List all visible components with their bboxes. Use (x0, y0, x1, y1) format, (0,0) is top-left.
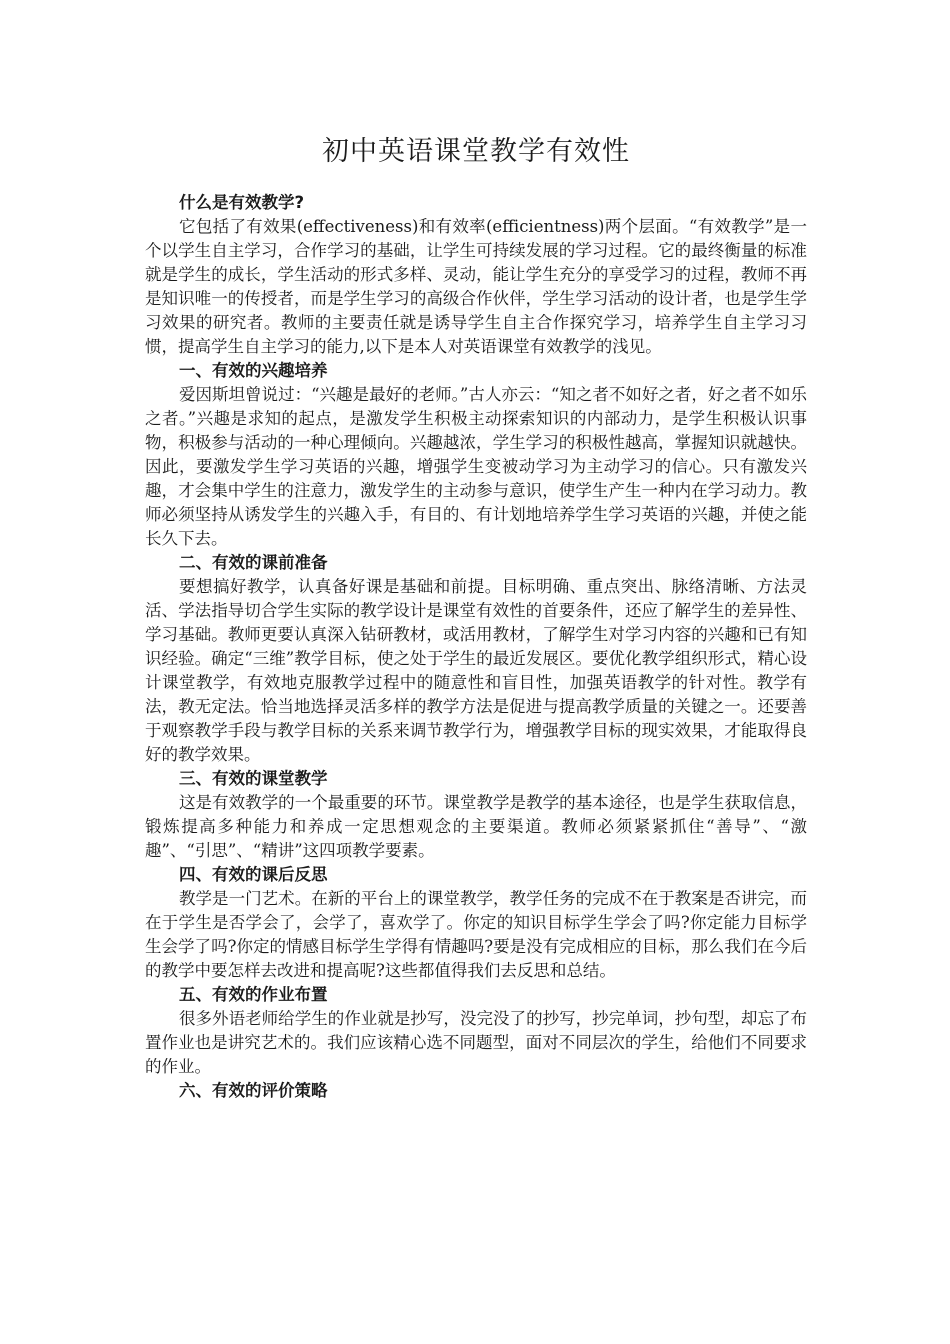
section-heading-interest: 一、有效的兴趣培养 (179, 361, 328, 381)
section-heading-evaluation: 六、有效的评价策略 (179, 1081, 328, 1101)
section-paragraph-homework: 很多外语老师给学生的作业就是抄写，没完没了的抄写，抄完单词，抄句型，却忘了布置作业也是讲究艺术的。我们应该精心选不同题型，面对不同层次的学生，给他们不同要求的作业。 (145, 1009, 807, 1077)
section-paragraph-preparation: 要想搞好教学，认真备好课是基础和前提。目标明确、重点突出、脉络清晰、方法灵活、学法指导切合学生实际的教学设计是课堂有效性的首要条件，还应了解学生的差异性、学习基础。教师更要认真深入钻研教材，或活用教材，了解学生对学习内容的兴趣和已有知识经验。确定“三维”教学目标，使之处于学生的最近发展区。要优化教学组织形式，精心设计课堂教学，有效地克服教学过程中的随意性和盲目性，加强英语教学的针对性。教学有法，教无定法。恰当地选择灵活多样的教学方法是促进与提高教学质量的关键之一。还要善于观察教学手段与教学目标的关系来调节教学行为，增强教学目标的现实效果，才能取得良好的教学效果。 (145, 577, 807, 765)
section-heading-homework: 五、有效的作业布置 (179, 985, 328, 1005)
section-paragraph-classroom-teaching: 这是有效教学的一个最重要的环节。课堂教学是教学的基本途径，也是学生获取信息，锻炼提高多种能力和养成一定思想观念的主要渠道。教师必须紧紧抓住“善导”、“激趣”、“引思”、“精讲”这四项教学要素。 (145, 793, 807, 861)
section-heading-what-is-effective-teaching: 什么是有效教学? (179, 193, 305, 213)
section-paragraph-what-is-effective-teaching: 它包括了有效果(effectiveness)和有效率(efficientness)两个层面。“有效教学”是一个以学生自主学习，合作学习的基础，让学生可持续发展的学习过程。它的最终衡量的标准就是学生的成长，学生活动的形式多样、灵动，能让学生充分的享受学习的过程，教师不再是知识唯一的传授者，而是学生学习的高级合作伙伴，学生学习活动的设计者，也是学生学习效果的研究者。教师的主要责任就是诱导学生自主合作探究学习，培养学生自主学习习惯，提高学生自主学习的能力,以下是本人对英语课堂有效教学的浅见。 (145, 217, 807, 357)
section-paragraph-interest: 爱因斯坦曾说过：“兴趣是最好的老师。”古人亦云：“知之者不如好之者，好之者不如乐之者。”兴趣是求知的起点，是激发学生积极主动探索知识的内部动力，是学生积极认识事物，积极参与活动的一种心理倾向。兴趣越浓，学生学习的积极性越高，掌握知识就越快。因此，要激发学生学习英语的兴趣，增强学生变被动学习为主动学习的信心。只有激发兴趣，才会集中学生的注意力，激发学生的主动参与意识，使学生产生一种内在学习动力。教师必须坚持从诱发学生的兴趣入手，有目的、有计划地培养学生学习英语的兴趣，并使之能长久下去。 (145, 385, 807, 549)
section-heading-reflection: 四、有效的课后反思 (179, 865, 328, 885)
document-title: 初中英语课堂教学有效性 (322, 136, 630, 167)
section-heading-classroom-teaching: 三、有效的课堂教学 (179, 769, 328, 789)
document-page (145, 118, 807, 1103)
section-heading-preparation: 二、有效的课前准备 (179, 553, 328, 573)
section-paragraph-reflection: 教学是一门艺术。在新的平台上的课堂教学，教学任务的完成不在于教案是否讲完，而在于学生是否学会了，会学了，喜欢学了。你定的知识目标学生学会了吗?你定能力目标学生会学了吗?你定的情感目标学生学得有情趣吗?要是没有完成相应的目标，那么我们在今后的教学中要怎样去改进和提高呢?这些都值得我们去反思和总结。 (145, 889, 807, 981)
